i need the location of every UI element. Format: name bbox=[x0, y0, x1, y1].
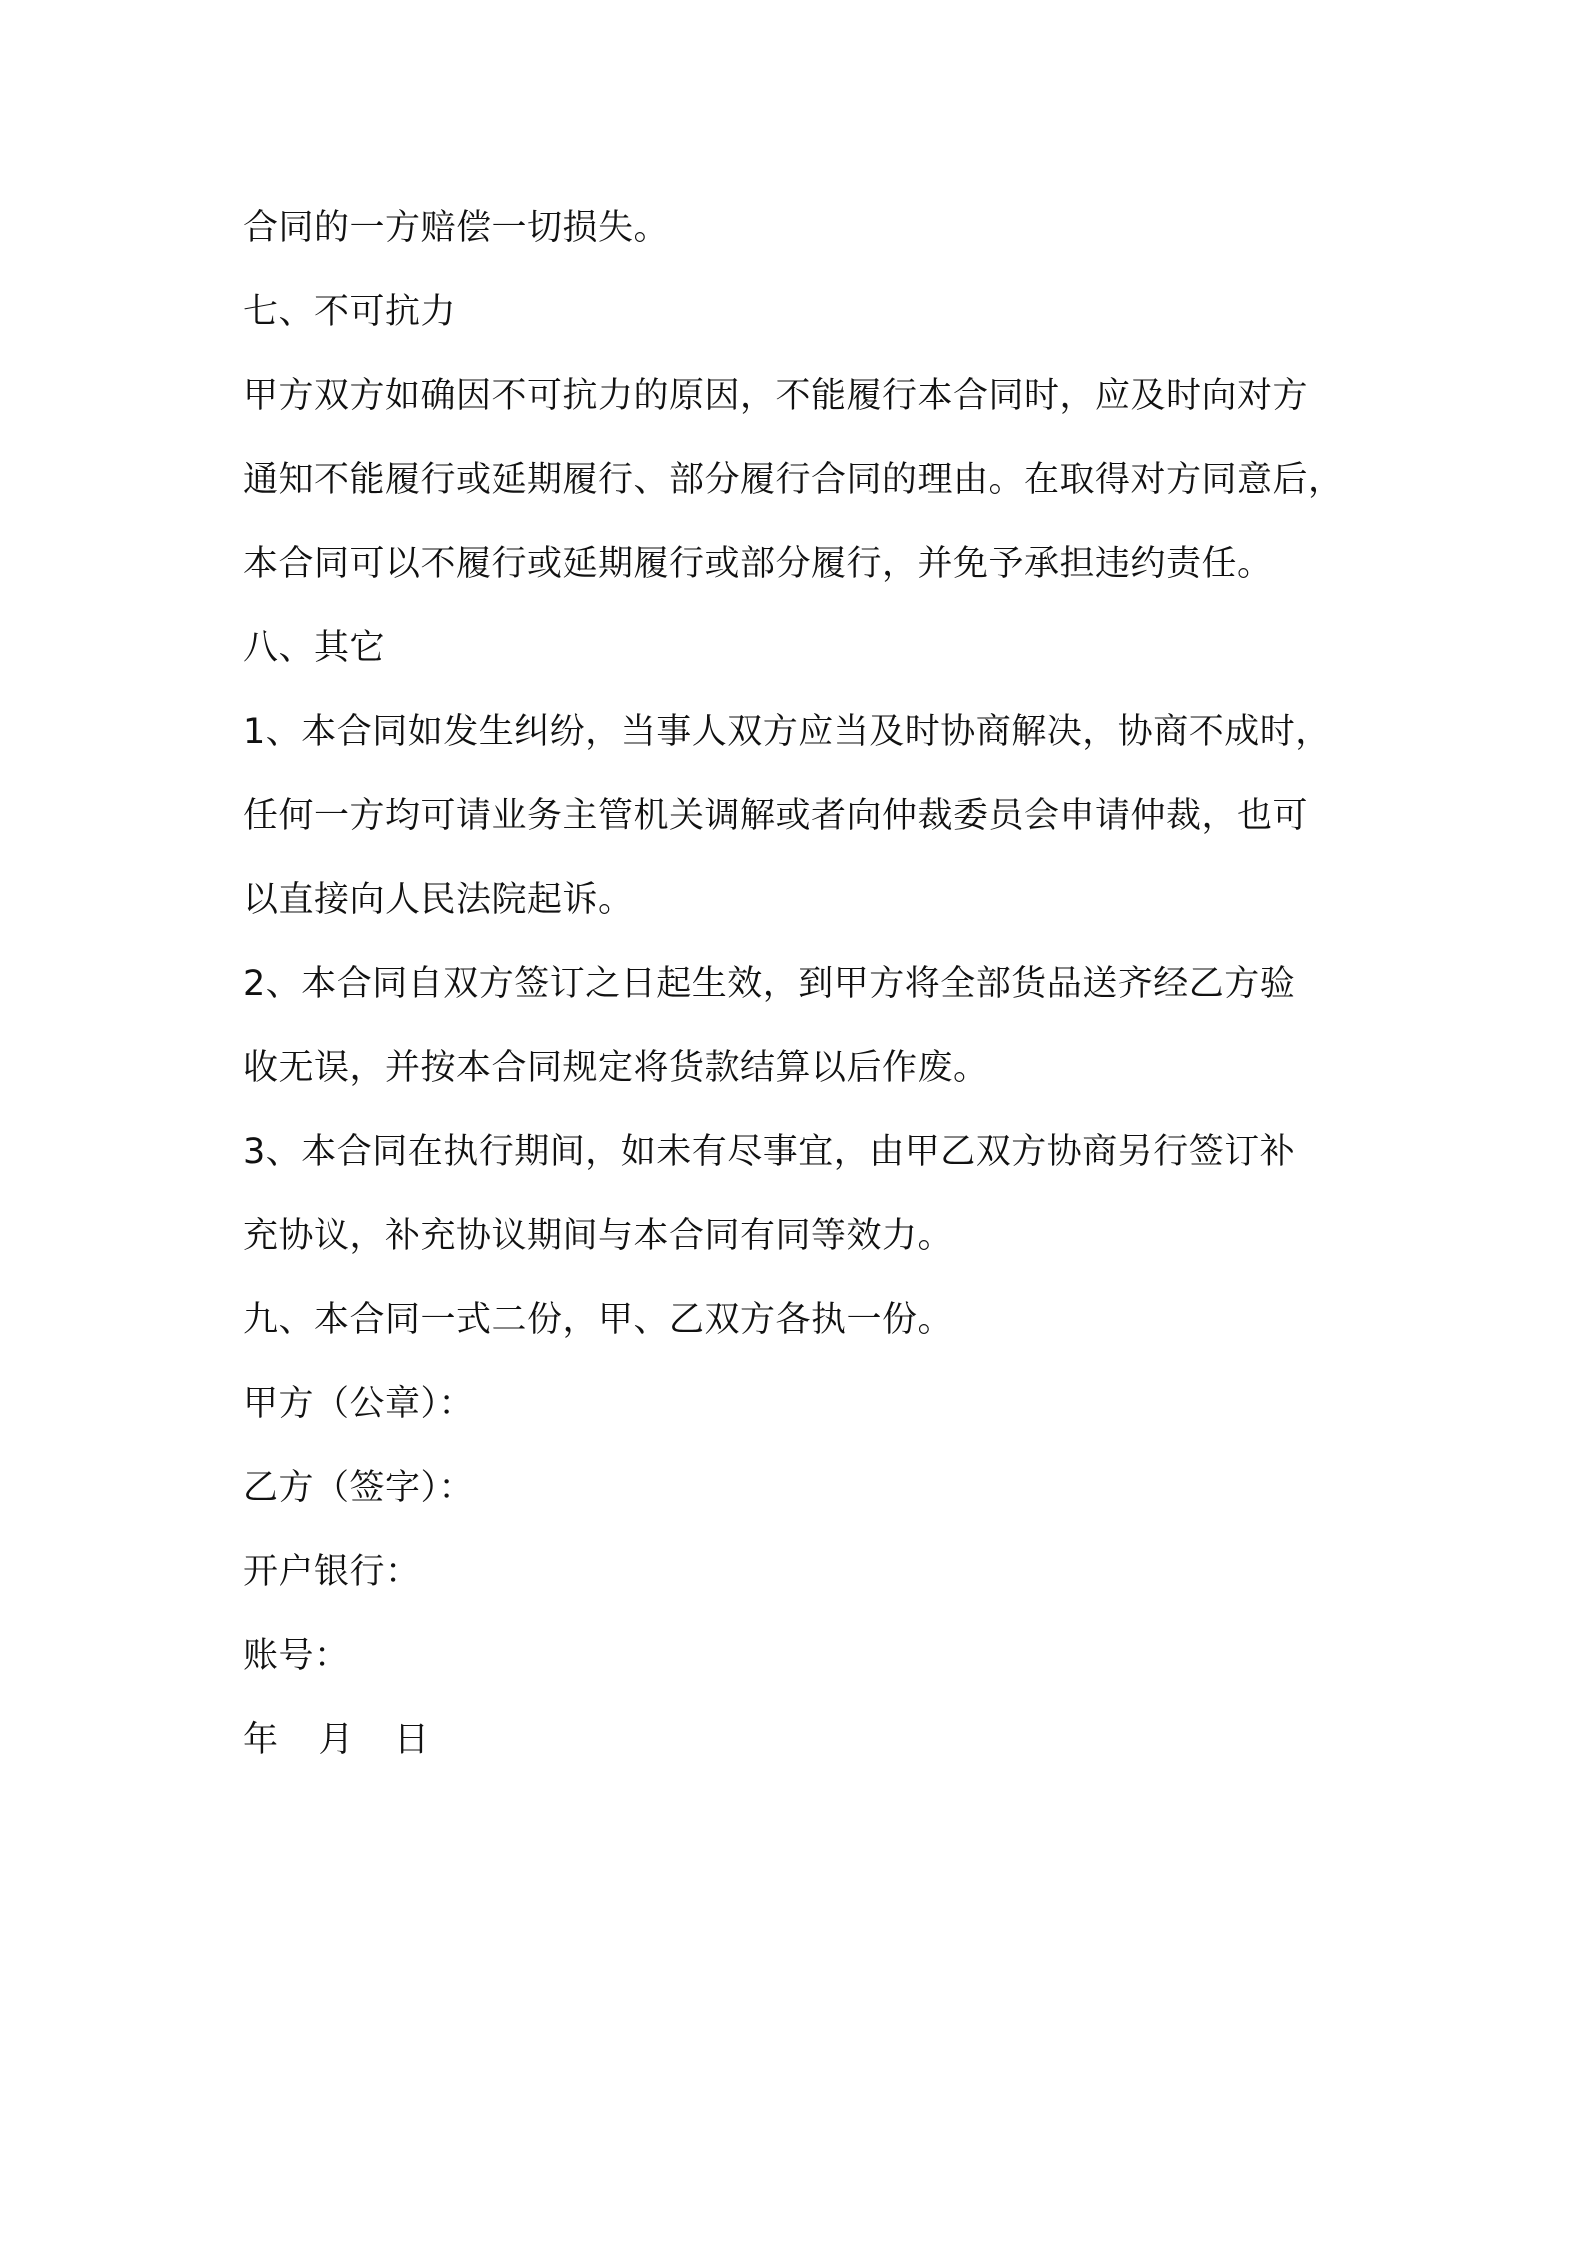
clause-1-line: 任何一方均可请业务主管机关调解或者向仲裁委员会申请仲裁，也可 bbox=[243, 796, 1309, 836]
bank-label: 开户银行： bbox=[243, 1552, 421, 1592]
clause-1-line: 以直接向人民法院起诉。 bbox=[243, 880, 634, 920]
account-number-label: 账号： bbox=[243, 1636, 350, 1676]
clause-2-line: 2、本合同自双方签订之日起生效，到甲方将全部货品送齐经乙方验 bbox=[243, 964, 1296, 1004]
date-month-label: 月 bbox=[318, 1720, 355, 1760]
party-a-seal-label: 甲方（公章）： bbox=[243, 1384, 475, 1424]
clause-1-line: 1、本合同如发生纠纷，当事人双方应当及时协商解决，协商不成时， bbox=[243, 712, 1331, 752]
document-body bbox=[243, 200, 1353, 1796]
section-nine: 九、本合同一式二份，甲、乙双方各执一份。 bbox=[243, 1300, 954, 1340]
paragraph-line: 本合同可以不履行或延期履行或部分履行，并免予承担违约责任。 bbox=[243, 544, 1273, 584]
clause-2-line: 收无误，并按本合同规定将货款结算以后作废。 bbox=[243, 1048, 989, 1088]
party-b-signature-label: 乙方（签字）： bbox=[243, 1468, 475, 1508]
paragraph-line: 甲方双方如确因不可抗力的原因，不能履行本合同时，应及时向对方 bbox=[243, 376, 1309, 416]
date-line bbox=[243, 1712, 1353, 1796]
section-heading-other: 八、其它 bbox=[243, 628, 386, 668]
date-year-label: 年 bbox=[243, 1720, 279, 1760]
section-heading-force-majeure: 七、不可抗力 bbox=[243, 292, 457, 332]
paragraph-line: 通知不能履行或延期履行、部分履行合同的理由。在取得对方同意后， bbox=[243, 460, 1344, 500]
date-day-label: 日 bbox=[394, 1720, 430, 1760]
clause-3-line: 充协议，补充协议期间与本合同有同等效力。 bbox=[243, 1216, 954, 1256]
paragraph-line: 合同的一方赔偿一切损失。 bbox=[243, 208, 670, 248]
clause-3-line: 3、本合同在执行期间，如未有尽事宜，由甲乙双方协商另行签订补 bbox=[243, 1132, 1296, 1172]
